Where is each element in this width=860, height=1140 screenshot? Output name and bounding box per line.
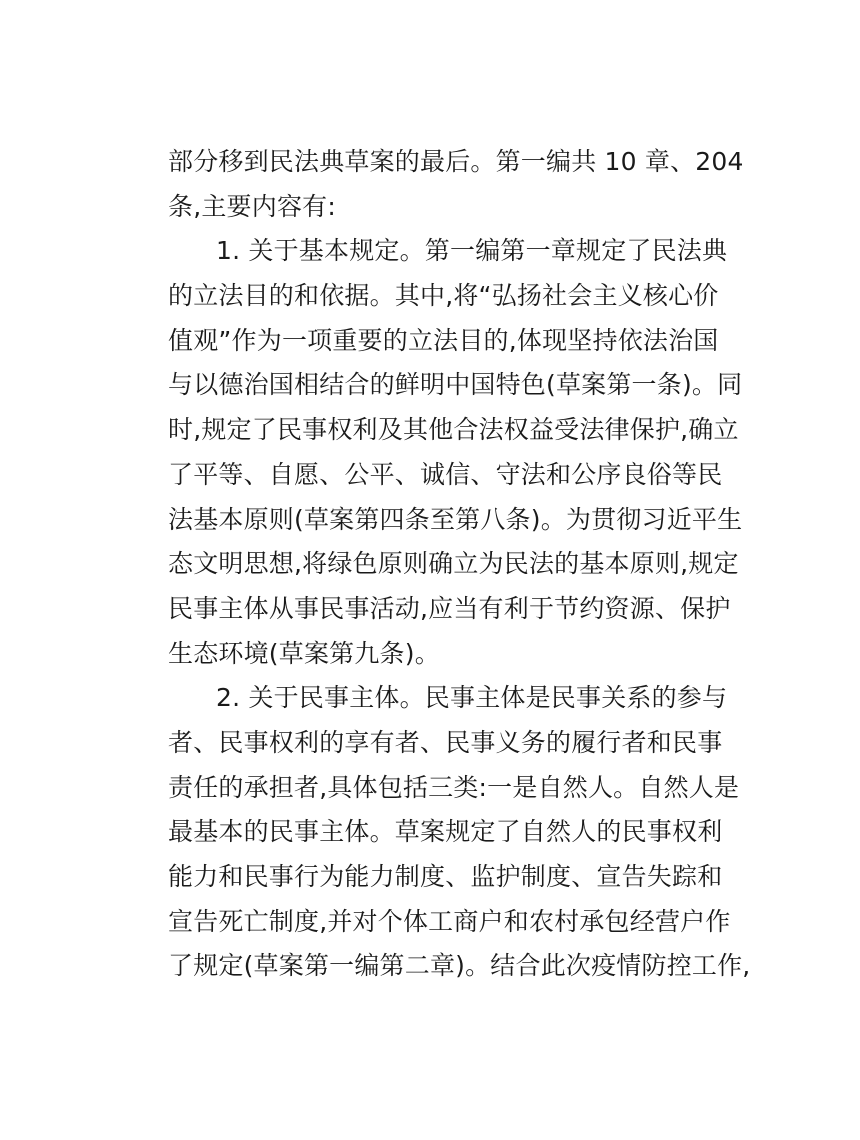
text-line: 最基本的民事主体。草案规定了自然人的民事权利 <box>168 817 723 847</box>
body-text <box>168 140 751 989</box>
text-line: 了平等、自愿、公平、诚信、守法和公序良俗等民 <box>168 459 723 489</box>
text-line: 值观”作为一项重要的立法目的,体现坚持依法治国 <box>168 325 719 355</box>
text-line: 1. 关于基本规定。第一编第一章规定了民法典 <box>216 236 728 266</box>
text-line: 民事主体从事民事活动,应当有利于节约资源、保护 <box>168 593 731 623</box>
text-line: 者、民事权利的享有者、民事义务的履行者和民事 <box>168 727 723 757</box>
text-line: 与以德治国相结合的鲜明中国特色(草案第一条)。同 <box>168 370 743 400</box>
text-line: 部分移到民法典草案的最后。第一编共 10 章、204 <box>168 147 744 176</box>
text-line: 2. 关于民事主体。民事主体是民事关系的参与 <box>216 683 728 713</box>
text-line: 法基本原则(草案第四条至第八条)。为贯彻习近平生 <box>168 504 743 534</box>
text-line: 时,规定了民事权利及其他合法权益受法律保护,确立 <box>168 415 739 445</box>
text-line: 生态环境(草案第九条)。 <box>168 638 440 668</box>
text-line: 态文明思想,将绿色原则确立为民法的基本原则,规定 <box>168 549 739 579</box>
text-line: 宣告死亡制度,并对个体工商户和农村承包经营户作 <box>168 906 731 936</box>
text-line: 的立法目的和依据。其中,将“弘扬社会主义核心价 <box>168 281 719 311</box>
text-line: 责任的承担者,具体包括三类:一是自然人。自然人是 <box>168 772 740 802</box>
text-line: 能力和民事行为能力制度、监护制度、宣告失踪和 <box>168 862 723 891</box>
text-line: 条,主要内容有: <box>168 191 336 221</box>
text-line: 了规定(草案第一编第二章)。结合此次疫情防控工作, <box>168 951 751 981</box>
